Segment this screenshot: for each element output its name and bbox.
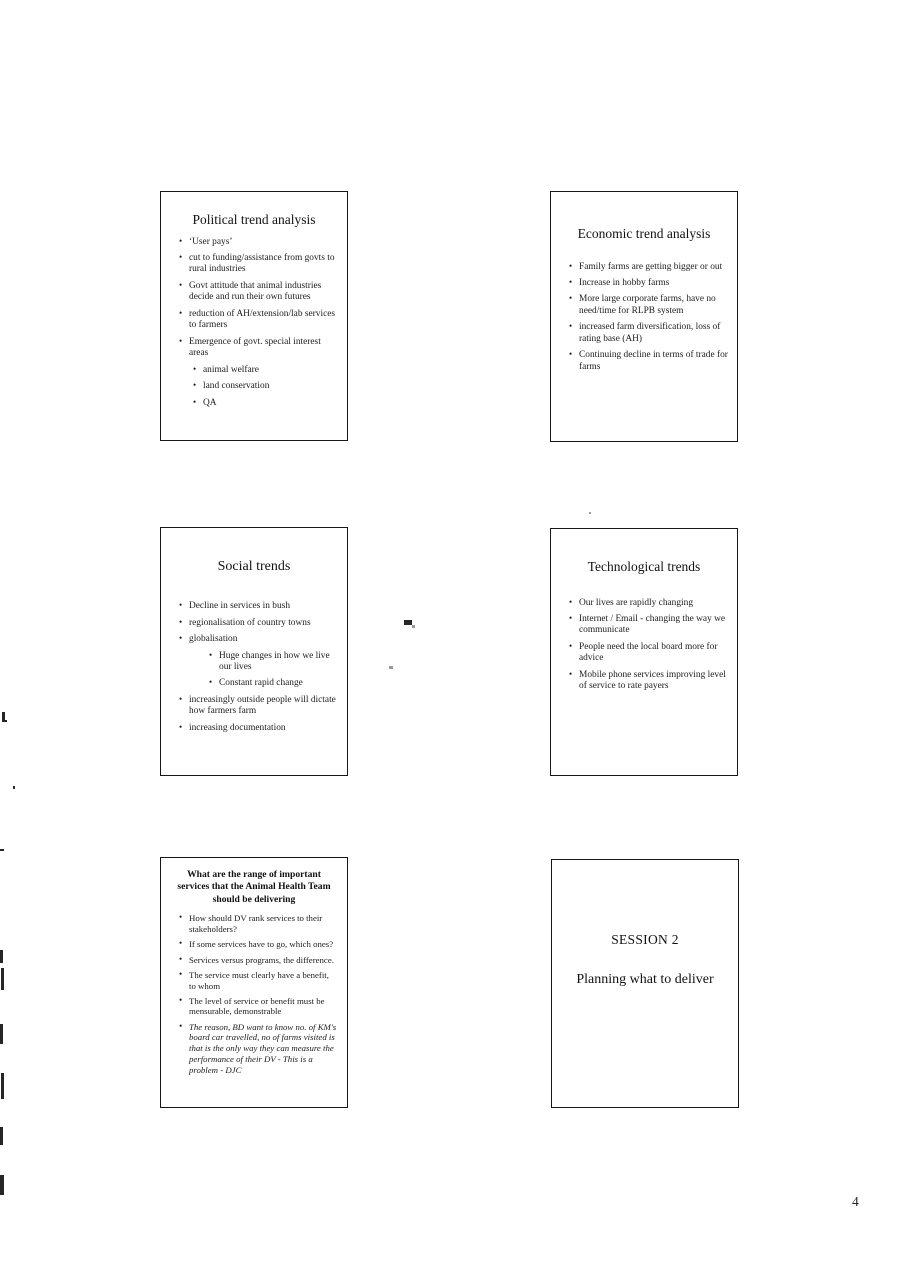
- scan-artifact: [0, 1024, 3, 1044]
- bullet-item: • increasingly outside people will dictate how farmers farm: [178, 695, 341, 718]
- sub-bullet-item: • Constant rapid change: [208, 678, 341, 689]
- bullet-item: • increasing documentation: [178, 723, 341, 734]
- bullet-item: • Govt attitude that animal industries decide and run their own futures: [178, 281, 341, 304]
- bullet-item: • Emergence of govt. special interest areas: [178, 337, 341, 360]
- bullet-item: • regionalisation of country towns: [178, 618, 341, 629]
- scan-artifact: [13, 786, 15, 789]
- bullet-item: • globalisation: [178, 634, 341, 645]
- slide-title: Economic trend analysis: [577, 226, 711, 241]
- bullet-item: • More large corporate farms, have no need/time for RLPB system: [568, 294, 731, 317]
- bullet-item: • reduction of AH/extension/lab services to farmers: [178, 309, 341, 332]
- bullet-list: [161, 237, 347, 410]
- bullet-item: • The service must clearly have a benefit, to whom: [178, 970, 337, 991]
- bullet-item: • The level of service or benefit must be mensurable, demonstrable: [178, 996, 337, 1017]
- slide-economic-trend-analysis: [550, 191, 738, 442]
- sub-bullet-item: • QA: [192, 398, 341, 409]
- session-heading: SESSION 2: [611, 932, 679, 947]
- scan-artifact: [589, 512, 591, 514]
- slide-technological-trends: [550, 528, 738, 776]
- bullet-list: [551, 262, 737, 374]
- slide-political-trend-analysis: [160, 191, 348, 441]
- bullet-item: • How should DV rank services to their stakeholders?: [178, 913, 337, 934]
- bullet-list: [551, 598, 737, 693]
- sub-bullet-item: • Huge changes in how we live our lives: [208, 651, 341, 674]
- scan-artifact: [412, 625, 415, 628]
- bullet-item: • Services versus programs, the difference.: [178, 955, 337, 966]
- scan-artifact: [0, 1175, 4, 1195]
- sub-bullet-item: • animal welfare: [192, 365, 341, 376]
- slide-title: What are the range of important services that the Animal Health Team should be delivering: [177, 869, 331, 905]
- bullet-item: • Internet / Email - changing the way we communicate: [568, 614, 731, 637]
- scan-artifact: [5, 720, 7, 722]
- bullet-item: • cut to funding/assistance from govts to rural industries: [178, 253, 341, 276]
- bullet-item-note: • The reason, BD want to know no. of KM's board car travelled, no of farms visited is that is the only way they can measure the performance of their DV - This is a problem - DJC: [178, 1022, 337, 1076]
- scan-artifact: [389, 666, 393, 669]
- bullet-item: • Mobile phone services improving level of service to rate payers: [568, 670, 731, 693]
- bullet-list: [161, 913, 347, 1075]
- bullet-item: • increased farm diversification, loss of rating base (AH): [568, 322, 731, 345]
- sub-bullet-item: • land conservation: [192, 381, 341, 392]
- bullet-list: [161, 601, 347, 734]
- bullet-item: • People need the local board more for advice: [568, 642, 731, 665]
- slide-title: Political trend analysis: [192, 212, 316, 227]
- scan-artifact: [0, 950, 3, 963]
- bullet-item: • Our lives are rapidly changing: [568, 598, 731, 609]
- bullet-item: • Family farms are getting bigger or out: [568, 262, 731, 273]
- scan-artifact: [1, 1073, 4, 1099]
- scan-artifact: [0, 849, 4, 851]
- slide-session-2: [551, 859, 739, 1108]
- scan-artifact: [0, 1127, 3, 1145]
- slide-social-trends: [160, 527, 348, 776]
- bullet-item: • Decline in services in bush: [178, 601, 341, 612]
- slide-animal-health-services: [160, 857, 348, 1108]
- session-subheading: Planning what to deliver: [576, 972, 714, 987]
- page-number: 4: [852, 1194, 859, 1209]
- bullet-item: • Continuing decline in terms of trade for farms: [568, 350, 731, 373]
- scan-artifact: [404, 620, 412, 625]
- bullet-item: • If some services have to go, which ones?: [178, 939, 337, 950]
- bullet-item: • ‘User pays’: [178, 237, 341, 248]
- scan-artifact: [1, 968, 4, 990]
- bullet-item: • Increase in hobby farms: [568, 278, 731, 289]
- slide-title: Technological trends: [587, 559, 701, 574]
- slide-title: Social trends: [217, 559, 291, 574]
